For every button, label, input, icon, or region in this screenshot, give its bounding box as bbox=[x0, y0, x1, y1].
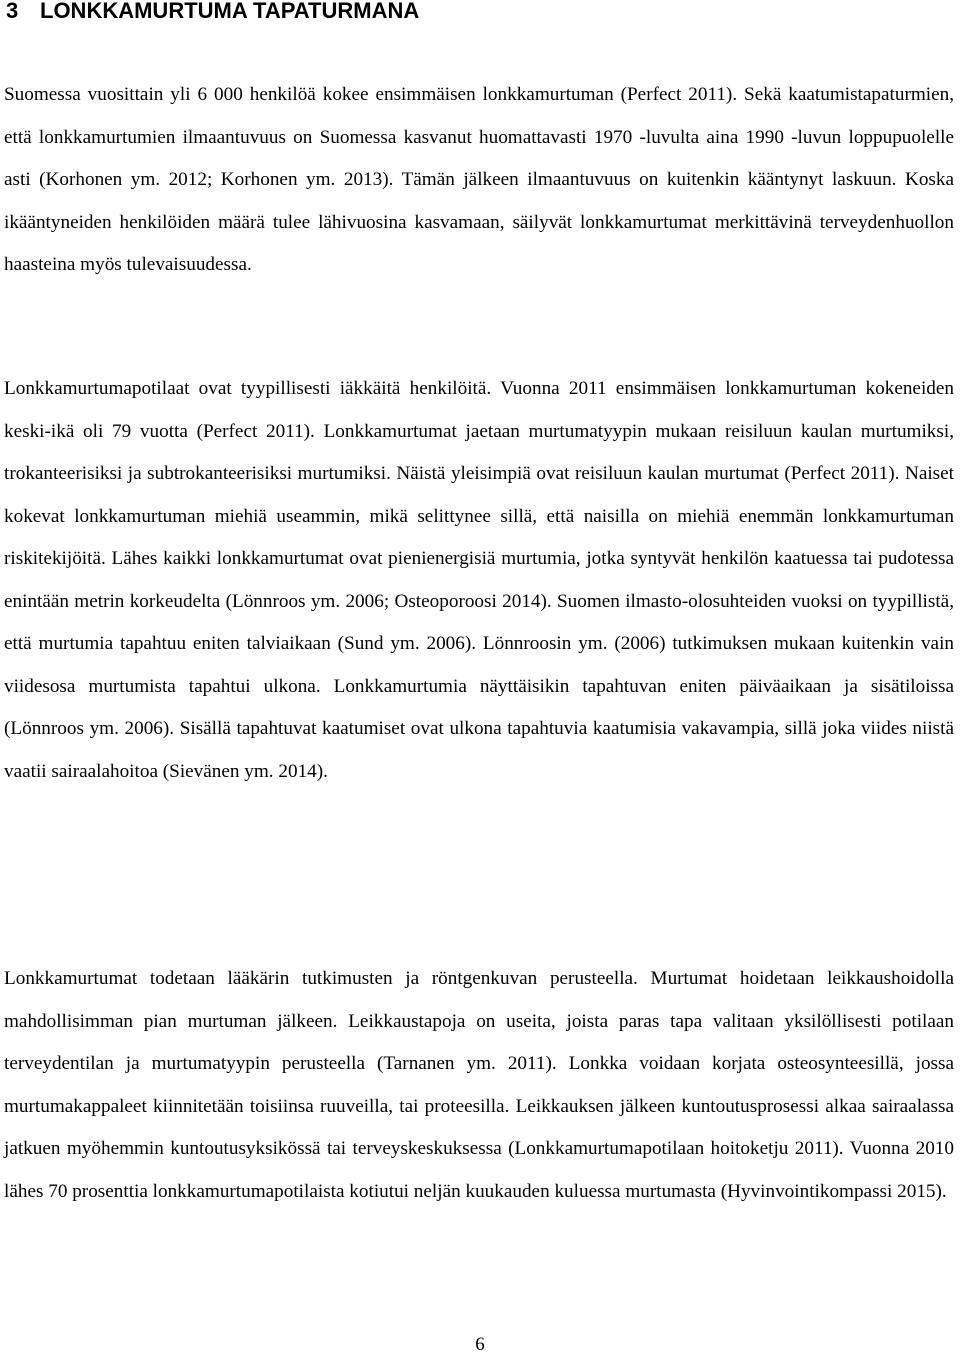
page-number: 6 bbox=[475, 1334, 485, 1355]
paragraph-1: Suomessa vuosittain yli 6 000 henkilöä kokee ensimmäisen lonkkamurtuman (Perfect 2011). Sekä kaatumistapaturmien, että lonkkamurtumien ilmaantuvuus on Suomessa kasvanut huomattavasti 1970 -luvulta aina 1990 -luvun loppupuolelle asti (Korhonen ym. 2012; Korhonen ym. 2013). Tämän jälkeen ilmaantuvuus on kuitenkin kääntynyt laskuun. Koska ikääntyneiden henkilöiden määrä tulee lähivuosina kasvamaan, säilyvät lonkkamurtumat merkittävinä terveydenhuollon haasteina myös tulevaisuudessa. bbox=[4, 84, 954, 275]
paragraph-2: Lonkkamurtumapotilaat ovat tyypillisesti iäkkäitä henkilöitä. Vuonna 2011 ensimmäisen lonkkamurtuman kokeneiden keski-ikä oli 79 vuotta (Perfect 2011). Lonkkamurtumat jaetaan murtumatyypin mukaan reisiluun kaulan murtumiksi, trokanteerisiksi ja subtrokanteerisiksi murtumiksi. Näistä yleisimpiä ovat reisiluun kaulan murtumat (Perfect 2011). Naiset kokevat lonkkamurtuman miehiä useammin, mikä selittynee sillä, että naisilla on miehiä enemmän lonkkamurtuman riskitekijöitä. Lähes kaikki lonkkamurtumat ovat pienienergisiä murtumia, jotka syntyvät henkilön kaatuessa tai pudotessa enintään metrin korkeudelta (Lönnroos ym. 2006; Osteoporoosi 2014). Suomen ilmasto-olosuhteiden vuoksi on tyypillistä, että murtumia tapahtuu eniten talviaikaan (Sund ym. 2006). Lönnroosin ym. (2006) tutkimuksen mukaan kuitenkin vain viidesosa murtumista tapahtui ulkona. Lonkkamurtumia näyttäisikin tapahtuvan eniten päiväaikaan ja sisätiloissa (Lönnroos ym. 2006). Sisällä tapahtuvat kaatumiset ovat ulkona tapahtuvia kaatumisia vakavampia, sillä joka viides niistä vaatii sairaalahoitoa (Sievänen ym. 2014). bbox=[4, 378, 954, 782]
paragraph-3: Lonkkamurtumat todetaan lääkärin tutkimusten ja röntgenkuvan perusteella. Murtumat hoidetaan leikkaushoidolla mahdollisimman pian murtuman jälkeen. Leikkaustapoja on useita, joista paras tapa valitaan yksilöllisesti potilaan terveydentilan ja murtumatyypin perusteella (Tarnanen ym. 2011). Lonkka voidaan korjata osteosynteesillä, jossa murtumakappaleet kiinnitetään toisiinsa ruuveilla, tai proteesilla. Leikkauksen jälkeen kuntoutusprosessi alkaa sairaalassa jatkuen myöhemmin kuntoutusyksikössä tai terveyskeskuksessa (Lonkkamurtumapotilaan hoitoketju 2011). Vuonna 2010 lähes 70 prosenttia lonkkamurtumapotilaista kotiutui neljän kuukauden kuluessa murtumasta (Hyvinvointikompassi 2015). bbox=[4, 968, 954, 1202]
section-title: LONKKAMURTUMA TAPATURMANA bbox=[40, 0, 420, 23]
section-heading bbox=[6, 0, 419, 26]
section-number: 3 bbox=[6, 0, 19, 23]
